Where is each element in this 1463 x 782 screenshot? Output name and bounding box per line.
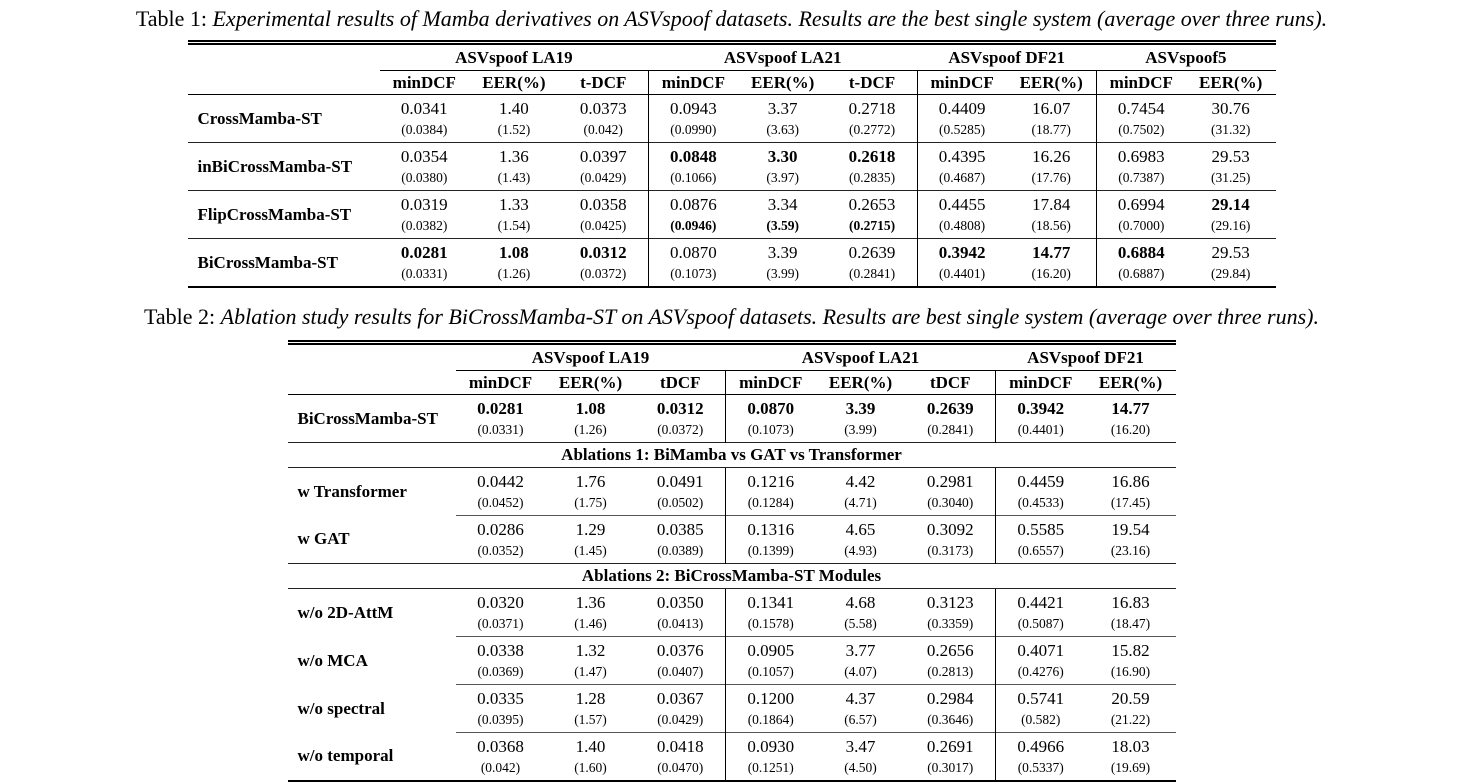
value-cell: 0.3092 <box>906 516 996 542</box>
column-group-header: ASVspoof LA19 <box>380 43 649 71</box>
value-cell: 16.86 <box>1111 471 1150 491</box>
value-cell: 0.0367 <box>636 685 726 711</box>
value-cell: 0.4966 <box>996 733 1086 759</box>
sub-value-cell: (31.25) <box>1210 169 1251 185</box>
sub-value-cell: (17.76) <box>1031 169 1071 185</box>
value-cell: 3.47 <box>816 733 906 759</box>
value-cell: 16.07 <box>1032 98 1071 118</box>
sub-value-cell: (0.1057) <box>726 662 816 685</box>
sub-value-cell: (0.1399) <box>726 541 816 564</box>
sub-value-cell: (0.4276) <box>996 662 1086 685</box>
value-cell: 0.4421 <box>996 589 1086 615</box>
table2-caption-label: Table 2: <box>144 304 216 329</box>
column-header: EER(%) <box>738 71 828 95</box>
sub-value-cell: (4.50) <box>844 759 877 775</box>
sub-value-cell: (0.0384) <box>401 121 448 137</box>
value-cell: 0.0319 <box>380 191 470 217</box>
sub-value-cell: (0.3017) <box>927 759 974 775</box>
column-header: minDCF <box>380 71 470 95</box>
value-cell: 16.83 <box>1111 592 1150 612</box>
column-group-header: ASVspoof LA21 <box>648 43 917 71</box>
value-cell: 0.2718 <box>848 98 896 118</box>
sub-value-cell: (0.0502) <box>657 494 704 510</box>
table2-ablation-table <box>288 340 1176 782</box>
sub-value-cell: (31.32) <box>1210 121 1251 137</box>
row-label: inBiCrossMamba-ST <box>188 143 380 191</box>
value-cell: 0.3123 <box>926 592 974 612</box>
column-header: tDCF <box>906 371 996 395</box>
sub-value-cell: (29.84) <box>1210 265 1251 281</box>
sub-value-cell: (0.1864) <box>726 710 816 733</box>
value-cell: 0.0312 <box>559 239 649 265</box>
sub-value-cell: (0.0331) <box>477 421 524 437</box>
sub-value-cell: (0.0429) <box>657 711 704 727</box>
sub-value-cell: (0.7387) <box>1096 168 1186 191</box>
row-label: CrossMamba-ST <box>197 108 322 128</box>
row-label: w GAT <box>297 529 350 549</box>
sub-value-cell: (0.0407) <box>657 663 704 679</box>
value-cell: 1.76 <box>575 471 606 491</box>
sub-value-cell: (3.63) <box>766 121 799 137</box>
sub-value-cell: (0.5087) <box>996 614 1086 637</box>
sub-value-cell: (0.3040) <box>927 494 974 510</box>
value-cell: 0.7454 <box>1096 95 1186 121</box>
value-cell: 0.2653 <box>827 191 917 217</box>
sub-value-cell: (17.45) <box>1110 494 1151 510</box>
table1-caption <box>0 0 1463 32</box>
row-label: w Transformer <box>297 481 407 501</box>
value-cell: 30.76 <box>1211 98 1250 118</box>
column-header: t-DCF <box>827 71 917 95</box>
row-label: BiCrossMamba-ST <box>188 239 380 288</box>
header-corner <box>288 371 456 395</box>
row-label: w/o 2D-AttM <box>297 602 394 622</box>
value-cell: 0.0442 <box>477 471 524 491</box>
table2-caption <box>0 288 1463 330</box>
sub-value-cell: (0.1578) <box>726 614 816 637</box>
value-cell: 0.4455 <box>917 191 1007 217</box>
sub-value-cell: (18.47) <box>1110 615 1151 631</box>
value-cell: 0.2984 <box>906 685 996 711</box>
sub-value-cell: (16.20) <box>1110 421 1151 437</box>
value-cell: 0.5585 <box>996 516 1086 542</box>
value-cell: 0.4409 <box>917 95 1007 121</box>
sub-value-cell: (1.26) <box>497 265 531 281</box>
value-cell: 1.40 <box>499 98 529 118</box>
column-header: minDCF <box>996 371 1086 395</box>
row-label: FlipCrossMamba-ST <box>188 191 380 239</box>
sub-value-cell: (3.99) <box>766 265 799 281</box>
sub-value-cell: (1.57) <box>574 711 607 727</box>
value-cell: 1.29 <box>546 516 636 542</box>
value-cell: 0.0341 <box>400 98 448 118</box>
table1-caption-text: Experimental results of Mamba derivatives on ASVspoof datasets. Results are the best single system (average over three runs). <box>212 6 1328 31</box>
sub-value-cell: (0.0352) <box>477 542 524 558</box>
value-cell: 1.36 <box>575 592 606 612</box>
sub-value-cell: (0.0389) <box>657 542 704 558</box>
sub-value-cell: (0.0413) <box>657 615 704 631</box>
sub-value-cell: (0.0425) <box>580 217 627 233</box>
value-cell: 0.6983 <box>1096 143 1186 169</box>
sub-value-cell: (0.1073) <box>726 420 816 443</box>
value-cell: 14.77 <box>1111 398 1150 418</box>
sub-value-cell: (0.582) <box>996 710 1086 733</box>
sub-value-cell: (0.2813) <box>927 663 974 679</box>
value-cell: 3.34 <box>738 191 828 217</box>
value-cell: 0.1316 <box>726 516 816 542</box>
sub-value-cell: (0.2835) <box>848 169 896 185</box>
value-cell: 0.0376 <box>636 637 726 663</box>
value-cell: 0.3942 <box>917 239 1007 265</box>
value-cell: 0.0338 <box>456 637 546 663</box>
value-cell: 1.32 <box>546 637 636 663</box>
value-cell: 0.0848 <box>648 143 738 169</box>
sub-value-cell: (1.75) <box>574 494 607 510</box>
value-cell: 1.40 <box>546 733 636 759</box>
value-cell: 3.39 <box>845 398 876 418</box>
sub-value-cell: (6.57) <box>844 711 877 727</box>
value-cell: 0.3942 <box>996 395 1086 421</box>
sub-value-cell: (0.042) <box>583 121 623 137</box>
sub-value-cell: (0.1284) <box>726 493 816 516</box>
sub-value-cell: (0.0371) <box>477 615 524 631</box>
sub-value-cell: (16.20) <box>1031 265 1071 281</box>
value-cell: 3.39 <box>738 239 828 265</box>
sub-value-cell: (0.7000) <box>1096 216 1186 239</box>
header-corner <box>188 43 380 71</box>
sub-value-cell: (4.71) <box>844 494 877 510</box>
sub-value-cell: (5.58) <box>844 615 877 631</box>
value-cell: 0.4071 <box>996 637 1086 663</box>
table1-results-table <box>188 40 1276 288</box>
value-cell: 0.0358 <box>559 191 649 217</box>
column-header: EER(%) <box>546 371 636 395</box>
value-cell: 1.08 <box>575 398 606 418</box>
value-cell: 17.84 <box>1007 191 1097 217</box>
value-cell: 0.0905 <box>726 637 816 663</box>
column-header: minDCF <box>456 371 546 395</box>
value-cell: 0.0385 <box>636 516 726 542</box>
sub-value-cell: (29.16) <box>1210 217 1251 233</box>
column-header: EER(%) <box>816 371 906 395</box>
value-cell: 29.53 <box>1186 143 1276 169</box>
sub-value-cell: (0.3359) <box>927 615 974 631</box>
column-group-header: ASVspoof LA21 <box>726 343 996 371</box>
sub-value-cell: (3.99) <box>844 421 877 437</box>
value-cell: 4.42 <box>845 471 876 491</box>
column-header: minDCF <box>726 371 816 395</box>
sub-value-cell: (0.2772) <box>848 121 896 137</box>
sub-value-cell: (0.042) <box>480 759 521 775</box>
sub-value-cell: (0.0946) <box>648 216 738 239</box>
sub-value-cell: (1.45) <box>574 542 607 558</box>
sub-value-cell: (0.6887) <box>1096 264 1186 287</box>
value-cell: 0.0943 <box>648 95 738 121</box>
value-cell: 0.0335 <box>456 685 546 711</box>
sub-value-cell: (4.07) <box>844 663 877 679</box>
column-header: EER(%) <box>1186 71 1276 95</box>
value-cell: 18.03 <box>1086 733 1176 759</box>
column-header: EER(%) <box>469 71 559 95</box>
sub-value-cell: (0.5285) <box>917 120 1007 143</box>
value-cell: 29.14 <box>1186 191 1276 217</box>
sub-value-cell: (1.60) <box>574 759 607 775</box>
value-cell: 0.1200 <box>726 685 816 711</box>
column-header: minDCF <box>917 71 1007 95</box>
section-header: Ablations 2: BiCrossMamba-ST Modules <box>288 564 1176 589</box>
value-cell: 0.6884 <box>1096 239 1186 265</box>
value-cell: 1.33 <box>469 191 559 217</box>
sub-value-cell: (0.3173) <box>927 542 974 558</box>
table2-caption-text: Ablation study results for BiCrossMamba-ST on ASVspoof datasets. Results are best single system (average over three runs). <box>220 304 1319 329</box>
sub-value-cell: (16.90) <box>1110 663 1151 679</box>
row-label: w/o MCA <box>297 650 368 670</box>
value-cell: 14.77 <box>1007 239 1097 265</box>
sub-value-cell: (0.0372) <box>580 265 627 281</box>
value-cell: 3.37 <box>767 98 798 118</box>
sub-value-cell: (0.0452) <box>477 494 524 510</box>
value-cell: 0.5741 <box>996 685 1086 711</box>
column-header: tDCF <box>636 371 726 395</box>
section-header: Ablations 1: BiMamba vs GAT vs Transformer <box>288 443 1176 468</box>
value-cell: 0.2639 <box>827 239 917 265</box>
header-corner <box>188 71 380 95</box>
sub-value-cell: (0.0382) <box>401 217 448 233</box>
value-cell: 0.0373 <box>579 98 627 118</box>
sub-value-cell: (0.0429) <box>580 169 627 185</box>
sub-value-cell: (0.6557) <box>996 541 1086 564</box>
sub-value-cell: (23.16) <box>1110 542 1151 558</box>
sub-value-cell: (1.26) <box>574 421 607 437</box>
sub-value-cell: (0.2841) <box>848 265 896 281</box>
sub-value-cell: (0.0369) <box>477 663 524 679</box>
value-cell: 3.30 <box>738 143 828 169</box>
sub-value-cell: (18.56) <box>1031 217 1071 233</box>
sub-value-cell: (0.0990) <box>648 120 738 143</box>
value-cell: 0.4395 <box>917 143 1007 169</box>
value-cell: 3.77 <box>816 637 906 663</box>
sub-value-cell: (0.0395) <box>477 711 524 727</box>
table1-caption-label: Table 1: <box>135 6 207 31</box>
value-cell: 0.0281 <box>380 239 470 265</box>
row-label: w/o temporal <box>297 746 394 766</box>
sub-value-cell: (0.0470) <box>657 759 704 775</box>
column-header: EER(%) <box>1007 71 1097 95</box>
sub-value-cell: (3.97) <box>766 169 799 185</box>
value-cell: 0.0930 <box>726 733 816 759</box>
sub-value-cell: (0.4533) <box>996 493 1086 516</box>
sub-value-cell: (0.2715) <box>848 217 896 233</box>
sub-value-cell: (1.54) <box>497 217 531 233</box>
value-cell: 0.0312 <box>656 398 704 418</box>
sub-value-cell: (3.59) <box>766 217 799 233</box>
value-cell: 0.0876 <box>648 191 738 217</box>
column-group-header: ASVspoof DF21 <box>996 343 1176 371</box>
sub-value-cell: (1.47) <box>574 663 607 679</box>
value-cell: 0.2639 <box>926 398 974 418</box>
sub-value-cell: (0.3646) <box>927 711 974 727</box>
sub-value-cell: (0.4687) <box>917 168 1007 191</box>
sub-value-cell: (0.1066) <box>648 168 738 191</box>
row-label: w/o spectral <box>297 698 385 718</box>
sub-value-cell: (0.4401) <box>917 264 1007 287</box>
sub-value-cell: (1.52) <box>497 121 531 137</box>
sub-value-cell: (0.7502) <box>1096 120 1186 143</box>
value-cell: 0.0870 <box>726 395 816 421</box>
value-cell: 0.2691 <box>906 733 996 759</box>
value-cell: 0.0368 <box>456 733 546 759</box>
value-cell: 0.6994 <box>1096 191 1186 217</box>
value-cell: 0.0491 <box>656 471 704 491</box>
value-cell: 0.0350 <box>656 592 704 612</box>
value-cell: 0.2656 <box>906 637 996 663</box>
sub-value-cell: (21.22) <box>1110 711 1151 727</box>
value-cell: 19.54 <box>1086 516 1176 542</box>
column-header: minDCF <box>1096 71 1186 95</box>
value-cell: 0.0286 <box>456 516 546 542</box>
value-cell: 0.1216 <box>726 468 816 494</box>
sub-value-cell: (0.1073) <box>648 264 738 287</box>
value-cell: 4.68 <box>845 592 876 612</box>
value-cell: 0.0354 <box>380 143 470 169</box>
value-cell: 0.0870 <box>648 239 738 265</box>
sub-value-cell: (4.93) <box>844 542 877 558</box>
header-corner <box>288 343 456 371</box>
value-cell: 0.0418 <box>636 733 726 759</box>
column-group-header: ASVspoof LA19 <box>456 343 726 371</box>
sub-value-cell: (0.0380) <box>401 169 448 185</box>
sub-value-cell: (1.43) <box>497 169 531 185</box>
value-cell: 0.4459 <box>996 468 1086 494</box>
sub-value-cell: (0.5337) <box>996 758 1086 781</box>
value-cell: 0.0281 <box>477 398 524 418</box>
column-group-header: ASVspoof DF21 <box>917 43 1096 71</box>
value-cell: 0.0320 <box>477 592 524 612</box>
sub-value-cell: (0.0372) <box>657 421 704 437</box>
value-cell: 15.82 <box>1086 637 1176 663</box>
value-cell: 4.37 <box>816 685 906 711</box>
column-group-header: ASVspoof5 <box>1096 43 1275 71</box>
sub-value-cell: (19.69) <box>1110 759 1151 775</box>
value-cell: 1.36 <box>469 143 559 169</box>
value-cell: 29.53 <box>1186 239 1276 265</box>
value-cell: 1.08 <box>469 239 559 265</box>
sub-value-cell: (1.46) <box>574 615 607 631</box>
value-cell: 0.0397 <box>559 143 649 169</box>
value-cell: 1.28 <box>546 685 636 711</box>
value-cell: 0.1341 <box>726 589 816 615</box>
row-label: BiCrossMamba-ST <box>297 408 438 428</box>
column-header: EER(%) <box>1086 371 1176 395</box>
value-cell: 16.26 <box>1007 143 1097 169</box>
sub-value-cell: (0.0331) <box>401 265 448 281</box>
column-header: minDCF <box>648 71 738 95</box>
sub-value-cell: (0.2841) <box>927 421 974 437</box>
sub-value-cell: (18.77) <box>1031 121 1071 137</box>
sub-value-cell: (0.4808) <box>917 216 1007 239</box>
sub-value-cell: (0.1251) <box>726 758 816 781</box>
column-header: t-DCF <box>559 71 649 95</box>
sub-value-cell: (0.4401) <box>996 420 1086 443</box>
value-cell: 4.65 <box>816 516 906 542</box>
value-cell: 0.2618 <box>827 143 917 169</box>
value-cell: 0.2981 <box>926 471 974 491</box>
value-cell: 20.59 <box>1086 685 1176 711</box>
